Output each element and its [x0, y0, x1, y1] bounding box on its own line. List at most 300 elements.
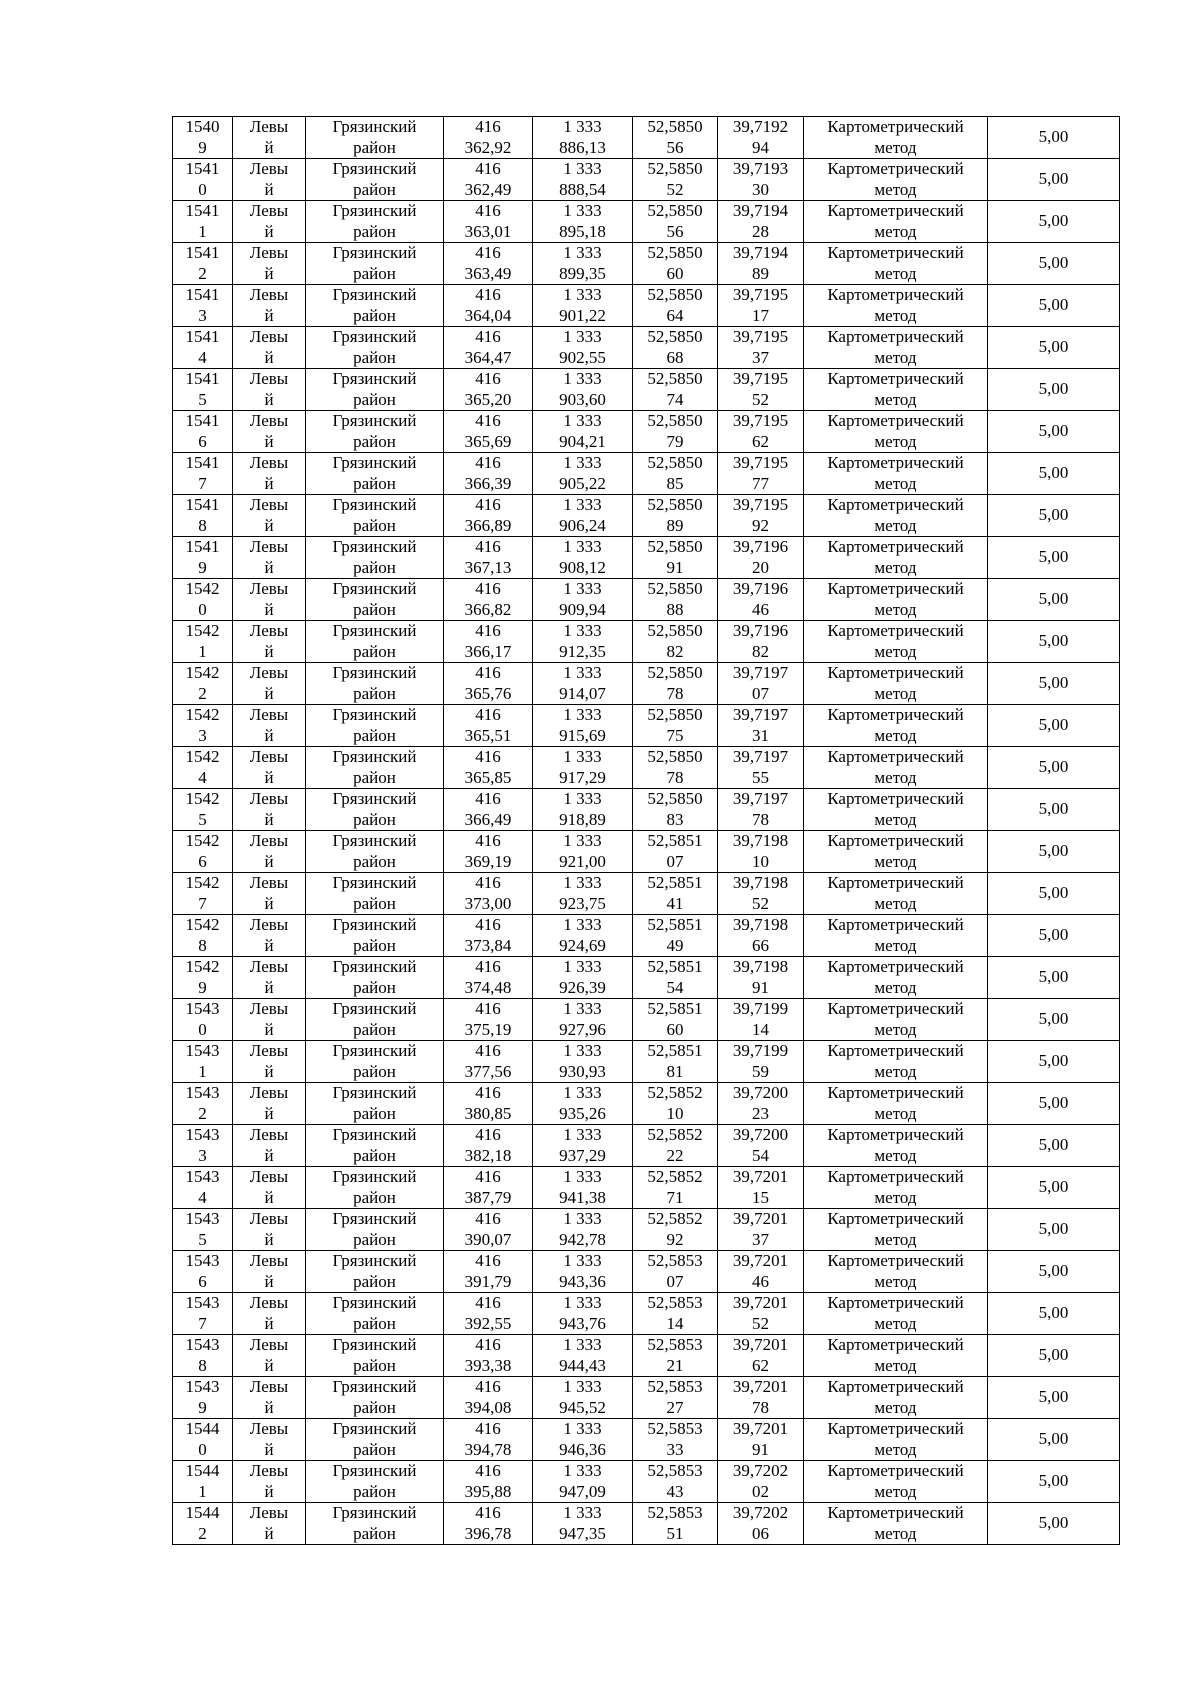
x-coordinate-cell — [444, 1125, 533, 1167]
point-number-cell-line: 1543 — [185, 1377, 220, 1396]
y-coordinate-cell — [533, 621, 633, 663]
latitude-cell-line: 83 — [666, 809, 684, 829]
bank-side-cell — [233, 453, 306, 495]
method-cell-line: метод — [874, 1061, 917, 1081]
latitude-cell — [633, 327, 718, 369]
point-number-cell-line: 9 — [198, 977, 207, 997]
latitude-cell — [633, 1041, 718, 1083]
longitude-cell — [718, 1167, 804, 1209]
point-number-cell-line: 1542 — [185, 621, 220, 640]
district-cell-line: район — [353, 1397, 396, 1417]
latitude-cell-line: 52,5850 — [647, 201, 703, 220]
y-coordinate-cell-line: 945,52 — [559, 1397, 606, 1417]
bank-side-cell — [233, 411, 306, 453]
bank-side-cell-line: Левы — [249, 1251, 289, 1270]
x-coordinate-cell-line: 366,17 — [464, 641, 512, 661]
table-row — [173, 1125, 1120, 1167]
point-number-cell-line: 1544 — [185, 1503, 220, 1522]
longitude-cell-line: 78 — [752, 809, 769, 829]
y-coordinate-cell — [533, 453, 633, 495]
longitude-cell-line: 39,7195 — [732, 495, 789, 514]
method-cell-line: Картометрический — [827, 1125, 964, 1144]
y-coordinate-cell — [533, 789, 633, 831]
district-cell-line: Грязинский — [332, 1377, 417, 1396]
bank-side-cell-line: й — [264, 977, 274, 997]
bank-side-cell-line: Левы — [249, 495, 289, 514]
longitude-cell-line: 77 — [752, 473, 769, 493]
y-coordinate-cell-line: 947,09 — [559, 1481, 606, 1501]
point-number-cell-line: 1541 — [185, 327, 220, 346]
longitude-cell — [718, 537, 804, 579]
accuracy-cell: 5,00 — [988, 537, 1120, 579]
district-cell — [306, 285, 444, 327]
table-row — [173, 327, 1120, 369]
district-cell-line: район — [353, 263, 396, 283]
district-cell-line: Грязинский — [332, 873, 417, 892]
y-coordinate-cell-line: 1 333 — [563, 1209, 602, 1228]
accuracy-cell: 5,00 — [988, 453, 1120, 495]
y-coordinate-cell-line: 923,75 — [559, 893, 606, 913]
y-coordinate-cell — [533, 1377, 633, 1419]
y-coordinate-cell-line: 1 333 — [563, 579, 602, 598]
y-coordinate-cell-line: 1 333 — [563, 1083, 602, 1102]
latitude-cell-line: 07 — [666, 851, 684, 871]
bank-side-cell-line: й — [264, 1271, 274, 1291]
y-coordinate-cell-line: 1 333 — [563, 1167, 602, 1186]
x-coordinate-cell — [444, 537, 533, 579]
x-coordinate-cell — [444, 957, 533, 999]
method-cell-line: метод — [874, 1523, 917, 1543]
district-cell — [306, 1209, 444, 1251]
latitude-cell — [633, 285, 718, 327]
method-cell — [804, 1167, 988, 1209]
y-coordinate-cell-line: 930,93 — [559, 1061, 606, 1081]
bank-side-cell-line: й — [264, 1397, 274, 1417]
table-row — [173, 1293, 1120, 1335]
x-coordinate-cell-line: 416 — [475, 1293, 501, 1312]
method-cell-line: Картометрический — [827, 1209, 964, 1228]
point-number-cell-line: 8 — [198, 935, 207, 955]
district-cell — [306, 159, 444, 201]
latitude-cell-line: 07 — [666, 1271, 684, 1291]
longitude-cell-line: 06 — [752, 1523, 769, 1543]
point-number-cell-line: 6 — [198, 431, 207, 451]
y-coordinate-cell-line: 924,69 — [559, 935, 606, 955]
bank-side-cell-line: й — [264, 305, 274, 325]
accuracy-cell: 5,00 — [988, 831, 1120, 873]
y-coordinate-cell — [533, 117, 633, 159]
longitude-cell-line: 59 — [752, 1061, 769, 1081]
method-cell-line: метод — [874, 347, 917, 367]
district-cell — [306, 495, 444, 537]
method-cell — [804, 327, 988, 369]
point-number-cell — [173, 873, 233, 915]
point-number-cell — [173, 201, 233, 243]
bank-side-cell-line: Левы — [249, 159, 289, 178]
district-cell-line: Грязинский — [332, 1503, 417, 1522]
x-coordinate-cell — [444, 327, 533, 369]
longitude-cell — [718, 747, 804, 789]
longitude-cell — [718, 243, 804, 285]
latitude-cell-line: 52,5850 — [647, 789, 703, 808]
bank-side-cell-line: Левы — [249, 243, 289, 262]
x-coordinate-cell-line: 416 — [475, 285, 501, 304]
district-cell-line: район — [353, 599, 396, 619]
latitude-cell-line: 52,5850 — [647, 243, 703, 262]
method-cell — [804, 1083, 988, 1125]
longitude-cell-line: 17 — [752, 305, 769, 325]
district-cell-line: Грязинский — [332, 495, 417, 514]
bank-side-cell-line: Левы — [249, 1083, 289, 1102]
longitude-cell-line: 39,7200 — [732, 1125, 789, 1144]
point-number-cell — [173, 957, 233, 999]
y-coordinate-cell-line: 927,96 — [559, 1019, 606, 1039]
x-coordinate-cell — [444, 1293, 533, 1335]
x-coordinate-cell — [444, 1209, 533, 1251]
bank-side-cell-line: Левы — [249, 411, 289, 430]
district-cell-line: район — [353, 767, 396, 787]
x-coordinate-cell-line: 377,56 — [464, 1061, 512, 1081]
accuracy-cell: 5,00 — [988, 1041, 1120, 1083]
accuracy-cell: 5,00 — [988, 1293, 1120, 1335]
district-cell-line: Грязинский — [332, 999, 417, 1018]
point-number-cell-line: 7 — [198, 473, 207, 493]
x-coordinate-cell-line: 365,85 — [464, 767, 512, 787]
method-cell — [804, 705, 988, 747]
bank-side-cell-line: й — [264, 221, 274, 241]
method-cell-line: Картометрический — [827, 705, 964, 724]
table-row — [173, 1461, 1120, 1503]
bank-side-cell-line: Левы — [249, 1461, 289, 1480]
longitude-cell — [718, 915, 804, 957]
bank-side-cell-line: й — [264, 431, 274, 451]
district-cell — [306, 117, 444, 159]
district-cell — [306, 747, 444, 789]
district-cell-line: Грязинский — [332, 1335, 417, 1354]
point-number-cell-line: 6 — [198, 1271, 207, 1291]
district-cell — [306, 1125, 444, 1167]
method-cell-line: Картометрический — [827, 327, 964, 346]
latitude-cell-line: 52,5853 — [647, 1503, 703, 1522]
latitude-cell — [633, 915, 718, 957]
method-cell-line: Картометрический — [827, 1461, 964, 1480]
district-cell — [306, 411, 444, 453]
x-coordinate-cell — [444, 1041, 533, 1083]
method-cell-line: метод — [874, 1313, 917, 1333]
longitude-cell-line: 78 — [752, 1397, 769, 1417]
longitude-cell-line: 39,7201 — [732, 1419, 789, 1438]
longitude-cell-line: 10 — [752, 851, 769, 871]
district-cell — [306, 243, 444, 285]
method-cell-line: Картометрический — [827, 411, 964, 430]
x-coordinate-cell-line: 373,00 — [464, 893, 512, 913]
district-cell-line: Грязинский — [332, 1251, 417, 1270]
longitude-cell-line: 39,7201 — [732, 1251, 789, 1270]
latitude-cell-line: 82 — [666, 641, 684, 661]
point-number-cell — [173, 705, 233, 747]
x-coordinate-cell-line: 382,18 — [464, 1145, 512, 1165]
bank-side-cell — [233, 117, 306, 159]
table-row — [173, 789, 1120, 831]
x-coordinate-cell-line: 396,78 — [464, 1523, 512, 1543]
x-coordinate-cell — [444, 117, 533, 159]
x-coordinate-cell — [444, 705, 533, 747]
y-coordinate-cell-line: 1 333 — [563, 1377, 602, 1396]
longitude-cell — [718, 159, 804, 201]
y-coordinate-cell-line: 1 333 — [563, 1125, 602, 1144]
accuracy-cell: 5,00 — [988, 789, 1120, 831]
point-number-cell — [173, 369, 233, 411]
longitude-cell-line: 39,7196 — [732, 579, 789, 598]
point-number-cell — [173, 831, 233, 873]
district-cell-line: район — [353, 851, 396, 871]
bank-side-cell — [233, 621, 306, 663]
bank-side-cell-line: й — [264, 599, 274, 619]
y-coordinate-cell-line: 914,07 — [559, 683, 606, 703]
y-coordinate-cell-line: 1 333 — [563, 1503, 602, 1522]
method-cell-line: метод — [874, 1439, 917, 1459]
latitude-cell-line: 52,5850 — [647, 579, 703, 598]
point-number-cell-line: 1544 — [185, 1419, 220, 1438]
method-cell-line: Картометрический — [827, 999, 964, 1018]
y-coordinate-cell-line: 1 333 — [563, 1419, 602, 1438]
latitude-cell-line: 89 — [666, 515, 684, 535]
point-number-cell — [173, 285, 233, 327]
method-cell — [804, 831, 988, 873]
y-coordinate-cell-line: 1 333 — [563, 369, 602, 388]
district-cell — [306, 1167, 444, 1209]
point-number-cell-line: 9 — [198, 137, 207, 157]
x-coordinate-cell-line: 364,04 — [464, 305, 512, 325]
latitude-cell-line: 91 — [666, 557, 684, 577]
bank-side-cell — [233, 1041, 306, 1083]
table-row — [173, 705, 1120, 747]
bank-side-cell — [233, 1335, 306, 1377]
latitude-cell-line: 52,5852 — [647, 1209, 703, 1228]
method-cell-line: метод — [874, 263, 917, 283]
x-coordinate-cell-line: 416 — [475, 243, 501, 262]
y-coordinate-cell — [533, 1461, 633, 1503]
y-coordinate-cell-line: 906,24 — [559, 515, 606, 535]
district-cell-line: район — [353, 305, 396, 325]
method-cell — [804, 1293, 988, 1335]
district-cell — [306, 1419, 444, 1461]
point-number-cell — [173, 1419, 233, 1461]
table-row — [173, 1209, 1120, 1251]
y-coordinate-cell-line: 1 333 — [563, 873, 602, 892]
point-number-cell — [173, 243, 233, 285]
longitude-cell-line: 39,7195 — [732, 453, 789, 472]
bank-side-cell — [233, 495, 306, 537]
method-cell-line: Картометрический — [827, 1251, 964, 1270]
y-coordinate-cell-line: 1 333 — [563, 1041, 602, 1060]
point-number-cell-line: 4 — [198, 347, 207, 367]
y-coordinate-cell-line: 937,29 — [559, 1145, 606, 1165]
latitude-cell-line: 52,5850 — [647, 285, 703, 304]
bank-side-cell — [233, 831, 306, 873]
bank-side-cell-line: й — [264, 893, 274, 913]
bank-side-cell — [233, 999, 306, 1041]
district-cell-line: Грязинский — [332, 915, 417, 934]
point-number-cell-line: 1542 — [185, 663, 220, 682]
y-coordinate-cell-line: 908,12 — [559, 557, 606, 577]
table-row — [173, 1503, 1120, 1545]
point-number-cell-line: 1542 — [185, 831, 220, 850]
longitude-cell-line: 15 — [752, 1187, 769, 1207]
bank-side-cell-line: й — [264, 1313, 274, 1333]
accuracy-cell: 5,00 — [988, 1503, 1120, 1545]
x-coordinate-cell-line: 369,19 — [464, 851, 512, 871]
latitude-cell-line: 52,5851 — [647, 957, 703, 976]
x-coordinate-cell — [444, 1251, 533, 1293]
table-row — [173, 1377, 1120, 1419]
bank-side-cell-line: й — [264, 767, 274, 787]
point-number-cell — [173, 621, 233, 663]
longitude-cell-line: 62 — [752, 431, 769, 451]
method-cell-line: Картометрический — [827, 537, 964, 556]
district-cell-line: район — [353, 347, 396, 367]
longitude-cell-line: 46 — [752, 1271, 769, 1291]
latitude-cell — [633, 1461, 718, 1503]
latitude-cell-line: 41 — [666, 893, 684, 913]
point-number-cell-line: 1542 — [185, 915, 220, 934]
accuracy-cell: 5,00 — [988, 999, 1120, 1041]
x-coordinate-cell-line: 373,84 — [464, 935, 512, 955]
point-number-cell — [173, 159, 233, 201]
latitude-cell-line: 52 — [666, 179, 684, 199]
bank-side-cell — [233, 537, 306, 579]
bank-side-cell-line: й — [264, 683, 274, 703]
district-cell — [306, 621, 444, 663]
y-coordinate-cell-line: 1 333 — [563, 1335, 602, 1354]
point-number-cell — [173, 1461, 233, 1503]
x-coordinate-cell-line: 391,79 — [464, 1271, 512, 1291]
longitude-cell-line: 39,7202 — [732, 1503, 789, 1522]
y-coordinate-cell — [533, 1083, 633, 1125]
method-cell — [804, 285, 988, 327]
point-number-cell-line: 2 — [198, 1523, 207, 1543]
district-cell-line: Грязинский — [332, 789, 417, 808]
method-cell-line: метод — [874, 1355, 917, 1375]
x-coordinate-cell-line: 394,08 — [464, 1397, 512, 1417]
longitude-cell-line: 07 — [752, 683, 769, 703]
bank-side-cell-line: Левы — [249, 369, 289, 388]
x-coordinate-cell — [444, 159, 533, 201]
bank-side-cell-line: й — [264, 347, 274, 367]
y-coordinate-cell-line: 904,21 — [559, 431, 606, 451]
district-cell-line: район — [353, 179, 396, 199]
method-cell-line: метод — [874, 1103, 917, 1123]
y-coordinate-cell-line: 1 333 — [563, 747, 602, 766]
x-coordinate-cell-line: 416 — [475, 957, 501, 976]
bank-side-cell — [233, 327, 306, 369]
x-coordinate-cell-line: 416 — [475, 999, 501, 1018]
accuracy-cell: 5,00 — [988, 747, 1120, 789]
bank-side-cell — [233, 1167, 306, 1209]
district-cell-line: Грязинский — [332, 957, 417, 976]
latitude-cell — [633, 621, 718, 663]
y-coordinate-cell-line: 1 333 — [563, 327, 602, 346]
bank-side-cell-line: Левы — [249, 1335, 289, 1354]
accuracy-cell: 5,00 — [988, 663, 1120, 705]
bank-side-cell-line: Левы — [249, 705, 289, 724]
point-number-cell-line: 1542 — [185, 579, 220, 598]
method-cell — [804, 1503, 988, 1545]
accuracy-cell: 5,00 — [988, 1083, 1120, 1125]
latitude-cell-line: 81 — [666, 1061, 684, 1081]
district-cell — [306, 201, 444, 243]
y-coordinate-cell — [533, 1251, 633, 1293]
coordinates-table — [172, 116, 1120, 1545]
method-cell — [804, 1251, 988, 1293]
accuracy-cell: 5,00 — [988, 705, 1120, 747]
method-cell-line: метод — [874, 515, 917, 535]
bank-side-cell-line: Левы — [249, 1041, 289, 1060]
x-coordinate-cell — [444, 831, 533, 873]
x-coordinate-cell — [444, 1503, 533, 1545]
latitude-cell-line: 10 — [666, 1103, 684, 1123]
bank-side-cell-line: Левы — [249, 1503, 289, 1522]
bank-side-cell-line: Левы — [249, 537, 289, 556]
latitude-cell — [633, 159, 718, 201]
latitude-cell — [633, 1083, 718, 1125]
method-cell-line: Картометрический — [827, 369, 964, 388]
x-coordinate-cell-line: 363,01 — [464, 221, 512, 241]
bank-side-cell-line: Левы — [249, 1125, 289, 1144]
district-cell-line: Грязинский — [332, 159, 417, 178]
point-number-cell-line: 3 — [198, 305, 207, 325]
longitude-cell-line: 39,7194 — [732, 201, 789, 220]
latitude-cell-line: 49 — [666, 935, 684, 955]
point-number-cell-line: 0 — [198, 1019, 207, 1039]
bank-side-cell-line: Левы — [249, 915, 289, 934]
longitude-cell — [718, 1419, 804, 1461]
table-row — [173, 369, 1120, 411]
latitude-cell — [633, 201, 718, 243]
bank-side-cell-line: й — [264, 1019, 274, 1039]
method-cell-line: Картометрический — [827, 159, 964, 178]
point-number-cell-line: 1541 — [185, 243, 220, 262]
bank-side-cell-line: й — [264, 725, 274, 745]
point-number-cell-line: 1541 — [185, 495, 220, 514]
x-coordinate-cell-line: 363,49 — [464, 263, 512, 283]
district-cell-line: Грязинский — [332, 1125, 417, 1144]
point-number-cell-line: 0 — [198, 599, 207, 619]
bank-side-cell-line: й — [264, 1103, 274, 1123]
y-coordinate-cell — [533, 1293, 633, 1335]
y-coordinate-cell — [533, 369, 633, 411]
latitude-cell-line: 52,5851 — [647, 873, 703, 892]
latitude-cell-line: 52,5853 — [647, 1377, 703, 1396]
latitude-cell-line: 52,5852 — [647, 1125, 703, 1144]
x-coordinate-cell — [444, 369, 533, 411]
point-number-cell-line: 1543 — [185, 999, 220, 1018]
method-cell-line: Картометрический — [827, 285, 964, 304]
longitude-cell-line: 31 — [752, 725, 769, 745]
method-cell — [804, 1041, 988, 1083]
district-cell-line: район — [353, 641, 396, 661]
longitude-cell-line: 39,7201 — [732, 1377, 789, 1396]
y-coordinate-cell-line: 942,78 — [559, 1229, 606, 1249]
latitude-cell-line: 56 — [666, 137, 684, 157]
x-coordinate-cell-line: 395,88 — [464, 1481, 512, 1501]
method-cell-line: метод — [874, 431, 917, 451]
bank-side-cell-line: Левы — [249, 285, 289, 304]
method-cell — [804, 411, 988, 453]
point-number-cell — [173, 1083, 233, 1125]
point-number-cell-line: 0 — [198, 179, 207, 199]
y-coordinate-cell-line: 1 333 — [563, 831, 602, 850]
